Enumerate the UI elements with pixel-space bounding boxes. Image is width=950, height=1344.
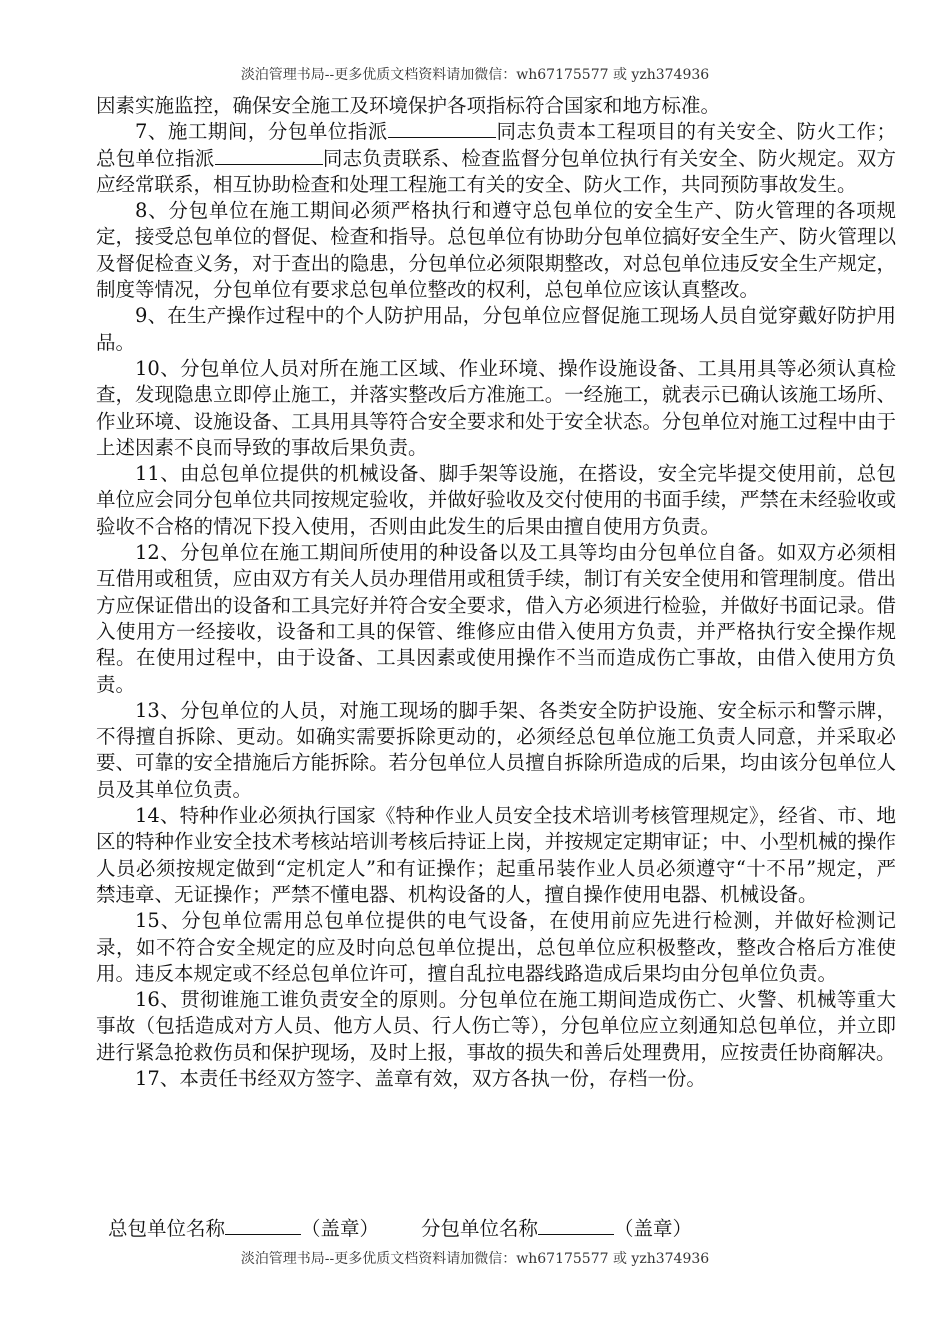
subcontractor-name-label: 分包单位名称 bbox=[421, 1217, 539, 1240]
signature-line bbox=[108, 1216, 888, 1242]
general-contractor-name-blank bbox=[225, 1216, 301, 1235]
clause-6-continuation: 因素实施监控，确保安全施工及环境保护各项指标符合国家和地方标准。 bbox=[96, 94, 721, 117]
clause-7 bbox=[96, 119, 896, 198]
clause-8: 8、分包单位在施工期间必须严格执行和遵守总包单位的安全生产、防火管理的各项规定，接受总包单位的督促、检查和指导。总包单位有协助分包单位搞好安全生产、防火管理以及督促检查义务，对于查出的隐患，分包单位必须限期整改，对总包单位违反安全生产规定，制度等情况，分包单位有要求总包单位整改的权利，总包单位应该认真整改。 bbox=[96, 199, 896, 302]
clause-11: 11、由总包单位提供的机械设备、脚手架等设施，在搭设，安全完毕提交使用前，总包单位应会同分包单位共同按规定验收，并做好验收及交付使用的书面手续，严禁在未经验收或验收不合格的情况下投入使用，否则由此发生的后果由擅自使用方负责。 bbox=[96, 462, 896, 538]
general-contractor-seal-label: （盖章） bbox=[301, 1217, 380, 1240]
general-contractor-contact-blank bbox=[215, 146, 323, 165]
clause-17: 17、本责任书经双方签字、盖章有效，双方各执一份，存档一份。 bbox=[135, 1066, 706, 1090]
clause-12: 12、分包单位在施工期间所使用的种设备以及工具等均由分包单位自备。如双方必须相互借用或租赁，应由双方有关人员办理借用或租赁手续，制订有关安全使用和管理制度。借出方应保证借出的设备和工具完好并符合安全要求，借入方必须进行检验，并做好书面记录。借入使用方一经接收，设备和工具的保管、维修应由借入使用方负责，并严格执行安全操作规程。在使用过程中，由于设备、工具因素或使用操作不当而造成伤亡事故，由借入使用方负责。 bbox=[96, 541, 896, 696]
clause-16: 16、贯彻谁施工谁负责安全的原则。分包单位在施工期间造成伤亡、火警、机械等重大事故（包括造成对方人员、他方人员、行人伤亡等），分包单位应立刻通知总包单位，并立即进行紧急抢救伤员和保护现场，及时上报，事故的损失和善后处理费用，应按责任协商解决。 bbox=[96, 988, 896, 1064]
subcontractor-contact-blank bbox=[388, 119, 496, 138]
clause-7-part-1: 7、施工期间，分包单位指派 bbox=[135, 120, 388, 144]
clause-10: 10、分包单位人员对所在施工区域、作业环境、操作设施设备、工具用具等必须认真检查，发现隐患立即停止施工，并落实整改后方准施工。一经施工，就表示已确认该施工场所、作业环境、设施设备、工具用具等符合安全要求和处于安全状态。分包单位对施工过程中由于上述因素不良而导致的事故后果负责。 bbox=[96, 356, 896, 459]
general-contractor-name-label: 总包单位名称 bbox=[108, 1217, 226, 1240]
clause-13: 13、分包单位的人员，对施工现场的脚手架、各类安全防护设施、安全标示和警示牌，不得擅自拆除、更动。如确实需要拆除更动的，必须经总包单位施工负责人同意，并采取必要、可靠的安全措施后方能拆除。若分包单位人员擅自拆除所造成的后果，均由该分包单位人员及其单位负责。 bbox=[96, 698, 896, 801]
clause-7-part-2: 同志负责本工程项目的有关安全、防火工作；总包单位指派 bbox=[96, 120, 896, 170]
page-header-note: 淡泊管理书局--更多优质文档资料请加微信：wh67175577 或 yzh374936 bbox=[240, 67, 710, 83]
page-footer-note: 淡泊管理书局--更多优质文档资料请加微信：wh67175577 或 yzh374936 bbox=[240, 1251, 710, 1267]
subcontractor-seal-label: （盖章） bbox=[614, 1217, 693, 1240]
clause-9: 9、在生产操作过程中的个人防护用品，分包单位应督促施工现场人员自觉穿戴好防护用品。 bbox=[96, 304, 896, 354]
document-body bbox=[96, 93, 896, 1092]
subcontractor-name-blank bbox=[538, 1216, 614, 1235]
clause-15: 15、分包单位需用总包单位提供的电气设备，在使用前应先进行检测，并做好检测记录，如不符合安全规定的应及时向总包单位提出，总包单位应积极整改，整改合格后方准使用。违反本规定或不经总包单位许可，擅自乱拉电器线路造成后果均由分包单位负责。 bbox=[96, 909, 896, 985]
clause-7-part-3: 同志负责联系、检查监督分包单位执行有关安全、防火规定。双方应经常联系，相互协助检查和处理工程施工有关的安全、防火工作，共同预防事故发生。 bbox=[96, 146, 896, 196]
clause-14: 14、特种作业必须执行国家《特种作业人员安全技术培训考核管理规定》，经省、市、地区的特种作业安全技术考核站培训考核后持证上岗，并按规定定期审证；中、小型机械的操作人员必须按规定做到“定机定人”和有证操作；起重吊装作业人员必须遵守“十不吊”规定，严禁违章、无证操作；严禁不懂电器、机构设备的人，擅自操作使用电器、机械设备。 bbox=[96, 804, 896, 906]
